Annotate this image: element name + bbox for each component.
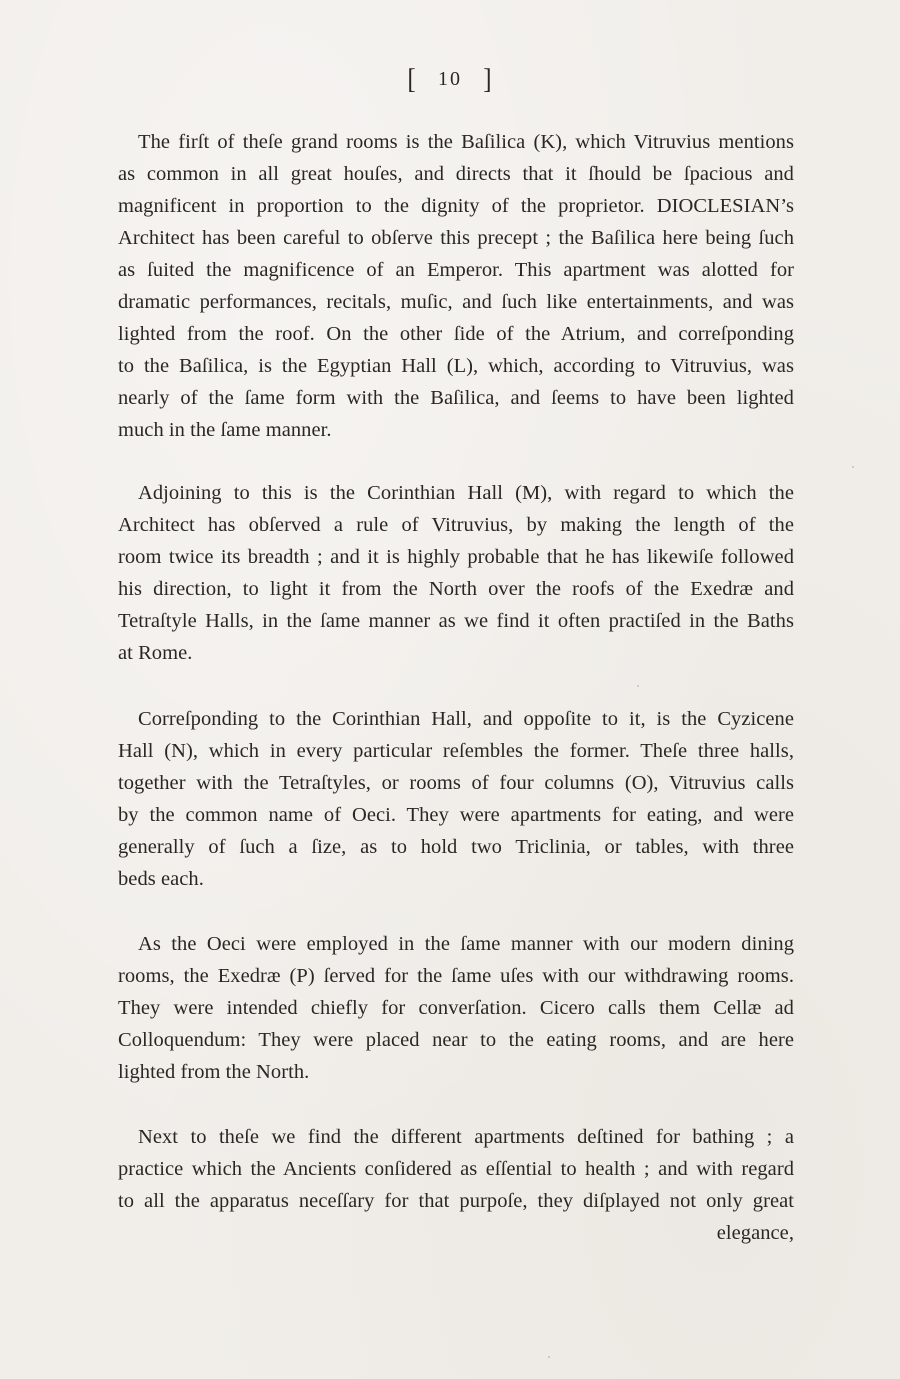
catchword: elegance, [716, 1222, 794, 1244]
text-line: Colloquendum: They were placed near to the eating rooms, and are here [118, 1029, 794, 1051]
text-line: nearly of the ſame form with the Baſilica, and ſeems to have been lighted [118, 387, 794, 409]
text-line: They were intended chiefly for converſation. Cicero calls them Cellæ ad [118, 997, 794, 1019]
text-line: As the Oeci were employed in the ſame manner with our modern dining [138, 933, 794, 955]
text-line: as common in all great houſes, and directs that it ſhould be ſpacious and [118, 163, 794, 185]
page-number-header [0, 63, 900, 95]
paragraph-bathing [118, 1121, 794, 1249]
right-bracket: ] [483, 63, 493, 95]
left-bracket: [ [407, 63, 417, 95]
text-line: dramatic performances, recitals, muſic, and ſuch like entertainments, and was [118, 291, 794, 313]
text-line: generally of ſuch a ſize, as to hold two Triclinia, or tables, with three [118, 836, 794, 858]
text-line: beds each. [118, 868, 204, 890]
text-line: lighted from the North. [118, 1061, 310, 1083]
paper-speck [548, 1356, 550, 1358]
paragraph-basilica [118, 126, 794, 446]
paper-speck [637, 685, 639, 687]
text-line: room twice its breadth ; and it is highly probable that he has likewiſe followed [118, 546, 794, 568]
text-line: much in the ſame manner. [118, 419, 332, 441]
text-line: The firſt of theſe grand rooms is the Baſilica (K), which Vitruvius mentions [138, 131, 794, 153]
text-line: together with the Tetraſtyles, or rooms of four columns (O), Vitruvius calls [118, 772, 794, 794]
text-line: lighted from the roof. On the other ſide of the Atrium, and correſponding [118, 323, 794, 345]
text-line: Architect has obſerved a rule of Vitruvius, by making the length of the [118, 514, 794, 536]
text-line: rooms, the Exedræ (P) ſerved for the ſame uſes with our withdrawing rooms. [118, 965, 794, 987]
text-line: at Rome. [118, 642, 193, 664]
text-line: Hall (N), which in every particular reſembles the former. Theſe three halls, [118, 740, 794, 762]
text-line: to the Baſilica, is the Egyptian Hall (L), which, according to Vitruvius, was [118, 355, 794, 377]
paragraph-exedrae [118, 928, 794, 1088]
text-line: his direction, to light it from the North over the roofs of the Exedræ and [118, 578, 794, 600]
text-line: Tetraſtyle Halls, in the ſame manner as we find it often practiſed in the Baths [118, 610, 794, 632]
text-line: Next to theſe we find the different apartments deſtined for bathing ; a [138, 1126, 794, 1148]
text-line: practice which the Ancients conſidered as eſſential to health ; and with regard [118, 1158, 794, 1180]
paragraph-cyzicene-hall [118, 703, 794, 895]
text-line: as ſuited the magnificence of an Emperor. This apartment was alotted for [118, 259, 794, 281]
text-line: to all the apparatus neceſſary for that purpoſe, they diſplayed not only great [118, 1190, 794, 1212]
text-line: Architect has been careful to obſerve this precept ; the Baſilica here being ſuch [118, 227, 794, 249]
paragraph-corinthian-hall [118, 477, 794, 669]
body-text [118, 126, 794, 1249]
text-line: Adjoining to this is the Corinthian Hall (M), with regard to which the [138, 482, 794, 504]
page-number: 10 [438, 68, 462, 90]
text-line: by the common name of Oeci. They were apartments for eating, and were [118, 804, 794, 826]
text-line: magnificent in proportion to the dignity of the proprietor. DIOCLESIAN’s [118, 195, 794, 217]
text-line: Correſponding to the Corinthian Hall, and oppoſite to it, is the Cyzicene [138, 708, 794, 730]
paper-speck [852, 466, 854, 468]
